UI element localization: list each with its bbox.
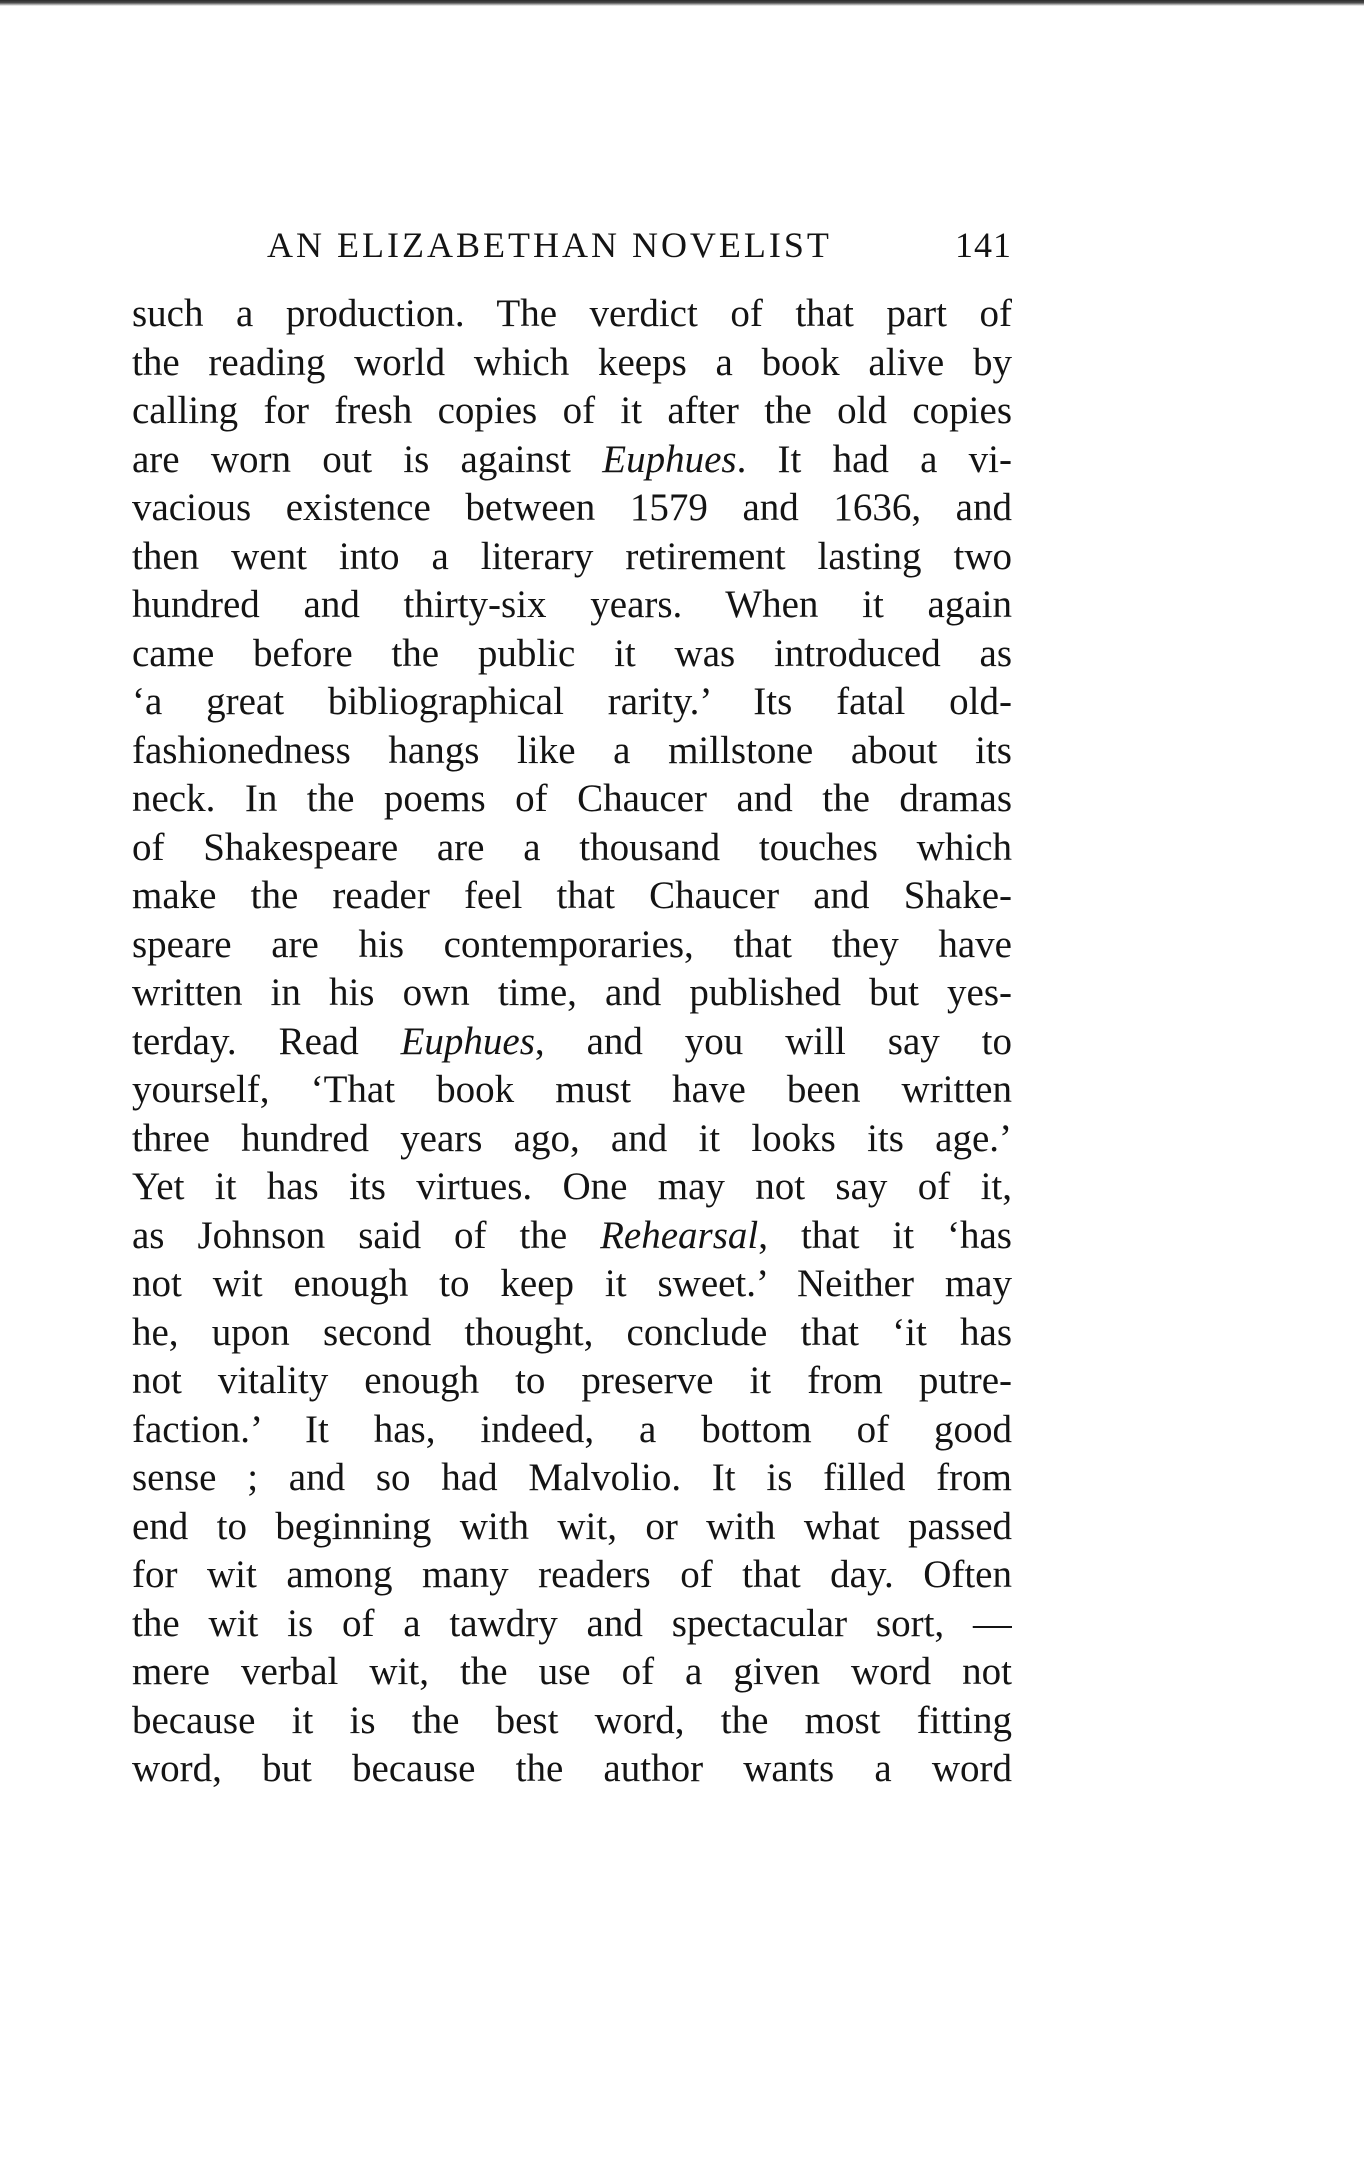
text-line: hundred and thirty-six years. When it again (132, 583, 1012, 626)
text-line: speare are his contemporaries, that they have (132, 922, 1012, 966)
text-line: he, upon second thought, conclude that ‘it has (132, 1310, 1012, 1354)
text-line: neck. In the poems of Chaucer and the dramas (132, 777, 1012, 820)
page-number: 141 (955, 225, 1012, 265)
text-line: make the reader feel that Chaucer and Shake- (132, 874, 1012, 917)
running-title: AN ELIZABETHAN NOVELIST (267, 225, 832, 265)
text-line: ‘a great bibliographical rarity.’ Its fatal old- (132, 680, 1012, 723)
text-line: Yet it has its virtues. One may not say of it, (132, 1165, 1012, 1208)
text-line: mere verbal wit, the use of a given word not (132, 1650, 1012, 1693)
text-line: are worn out is against Euphues. It had a vi- (132, 437, 1012, 481)
text-line: end to beginning with wit, or with what passed (132, 1504, 1012, 1548)
running-head (132, 222, 1012, 268)
text-line: word, but because the author wants a word (132, 1747, 1012, 1790)
text-line: because it is the best word, the most fitting (132, 1698, 1012, 1742)
text-line: came before the public it was introduced as (132, 631, 1012, 675)
text-line: faction.’ It has, indeed, a bottom of good (132, 1407, 1012, 1451)
text-line: the reading world which keeps a book alive by (132, 340, 1012, 384)
text-line: such a production. The verdict of that part of (132, 292, 1012, 335)
text-line: calling for fresh copies of it after the old copies (132, 389, 1012, 432)
text-line: as Johnson said of the Rehearsal, that it ‘has (132, 1213, 1012, 1257)
text-line: not vitality enough to preserve it from putre- (132, 1359, 1012, 1402)
text-line: terday. Read Euphues, and you will say to (132, 1019, 1012, 1063)
text-line: then went into a literary retirement lasting two (132, 534, 1012, 578)
text-line: of Shakespeare are a thousand touches which (132, 825, 1012, 869)
text-line: fashionedness hangs like a millstone about its (132, 728, 1012, 772)
text-line: vacious existence between 1579 and 1636, and (132, 486, 1012, 529)
text-line: yourself, ‘That book must have been written (132, 1068, 1012, 1111)
text-line: three hundred years ago, and it looks its age.’ (132, 1116, 1012, 1160)
text-line: for wit among many readers of that day. Often (132, 1553, 1012, 1596)
text-line: written in his own time, and published but yes- (132, 971, 1012, 1014)
text-line: sense ; and so had Malvolio. It is filled from (132, 1456, 1012, 1499)
body-text (132, 290, 1012, 1794)
page-top-edge (0, 0, 1364, 6)
text-line: not wit enough to keep it sweet.’ Neither may (132, 1262, 1012, 1305)
text-line: the wit is of a tawdry and spectacular sort, — (132, 1601, 1012, 1645)
